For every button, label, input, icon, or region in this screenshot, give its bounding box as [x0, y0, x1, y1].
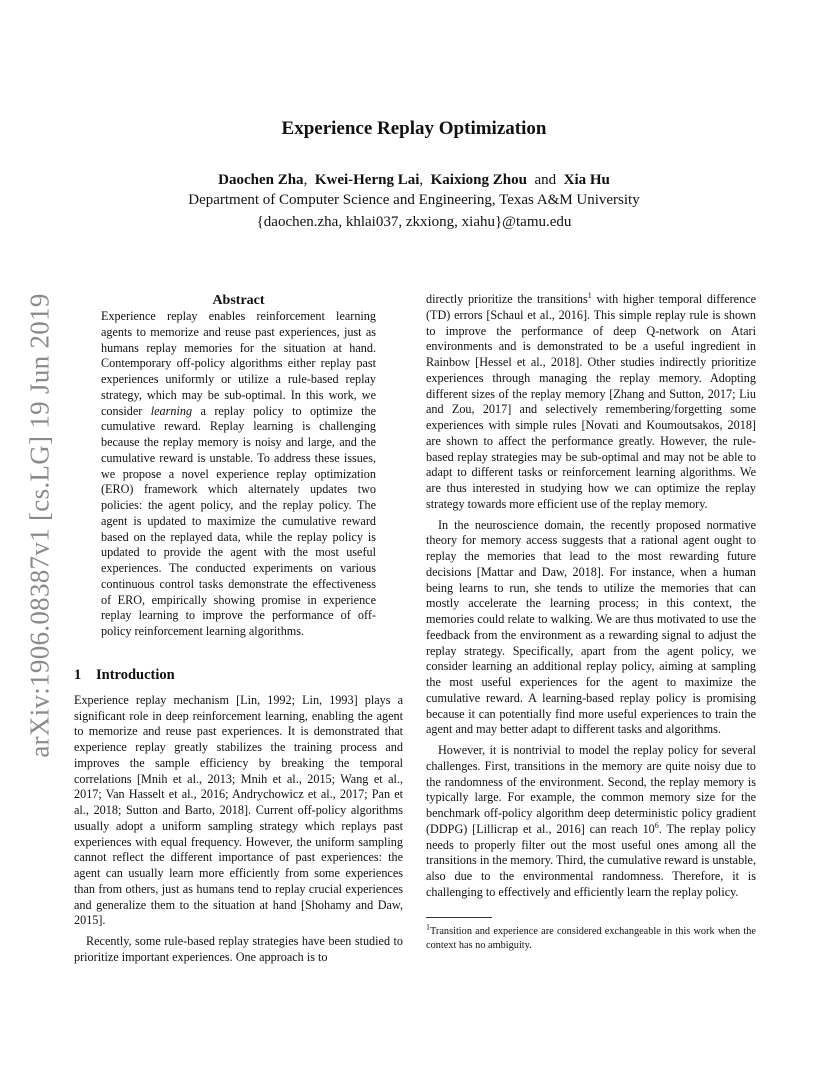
arxiv-stamp: [20, 290, 60, 760]
exponent: 6: [654, 820, 659, 830]
author-3: Kaixiong Zhou: [430, 172, 527, 188]
section-number: 1: [74, 666, 82, 683]
section-heading-introduction: [74, 667, 403, 684]
abstract-text: Experience replay enables reinforcement learning agents to memorize and reuse past experiences, just as humans replay memories for the situation at hand. Contemporary off-policy algorithms either replay past experiences uniformly or utilize a rule-based replay strategy, which may be sub-optimal. In this work, we consider learning a replay policy to optimize the cumulative reward. Replay learning is challenging because the replay memory is noisy and large, and the cumulative reward is unstable. To address these issues, we propose a novel experience replay optimization (ERO) framework which alternately updates two policies: the agent policy, and the replay policy. The agent is updated to maximize the cumulative reward based on the replayed data, while the replay policy is updated to provide the agent with the most useful experiences. The conducted experiments on various continuous control tasks demonstrate the effectiveness of ERO, empirically showing promise in experience replay learning to improve the performance of off-policy reinforcement learning algorithms.: [101, 309, 376, 638]
author-list: Daochen Zha, Kwei-Herng Lai, Kaixiong Zhou and Xia Hu: [218, 172, 610, 188]
left-column: [74, 292, 403, 966]
intro-paragraph-4: However, it is nontrivial to model the replay policy for several challenges. First, transitions in the memory are quite noisy due to the randomness of the environment. Second, the replay memory is typically large. For example, the common memory size for the benchmark off-policy algorithm deep deterministic policy gradient (DDPG) [Lillicrap et al., 2016] can reach $10^6$. The replay policy needs to properly filter out the most useful ones among all the transitions in the memory. Third, the cumulative reward is unstable, also due to the environmental randomness. Therefore, it is challenging to effectively and efficiently learn the replay policy.: [426, 743, 757, 899]
footnote-number: 1: [426, 922, 430, 932]
footnote: [426, 922, 756, 952]
author-2: Kwei-Herng Lai: [314, 172, 420, 188]
intro-paragraph-1: Experience replay mechanism [Lin, 1992; Lin, 1993] plays a significant role in deep reinforcement learning, enabling the agent to memorize and reuse past experiences. It is demonstrated that experience replay greatly stabilizes the training process and improves the sample efficiency by breaking the temporal correlations [Mnih et al., 2013; Mnih et al., 2015; Wang et al., 2017; Van Hasselt et al., 2016; Andrychowicz et al., 2017; Pan et al., 2018; Sutton and Barto, 2018]. Current off-policy algorithms usually adopt a uniform sampling strategy which replays past experiences with equal frequency. However, the uniform sampling cannot reflect the different importance of past experiences: the agent can usually learn more efficiently from some experiences than from others, just as humans tend to replay crucial experiences and generalize them to the situation at hand [Shohamy and Daw, 2015].: [74, 692, 403, 928]
footnote-text: Transition and experience are considered exchangeable in this work when the context has no ambiguity.: [426, 926, 756, 951]
footnote-marker: 1: [587, 290, 592, 300]
footnote-divider: [426, 917, 492, 918]
right-column: [426, 292, 756, 901]
author-emails: {daochen.zha, khlai037, zkxiong, xiahu}@tamu.edu: [256, 214, 572, 230]
author-1: Daochen Zha: [218, 172, 304, 188]
section-title: Introduction: [96, 666, 175, 683]
intro-paragraph-2-continued: directly prioritize the transitions$^1$ with higher temporal difference (TD) errors [Schaul et al., 2016]. This simple replay rule is shown to improve the performance of deep Q-network on Atari environments and is demonstrated to be a useful ingredient in Rainbow [Hessel et al., 2018]. Other studies indirectly prioritize experiences through managing the replay memory. Adopting different sizes of the replay memory [Zhang and Sutton, 2017; Liu and Zou, 2017] and selectively remembering/forgetting some experiences with simple rules [Novati and Koumoutsakos, 2018] are shown to affect the performance greatly. However, the rule-based replay strategies may be sub-optimal and may not be able to adapt to different tasks or reinforcement learning algorithms. We are thus interested in studying how we can optimize the replay strategy towards more efficient use of the replay memory.: [426, 290, 756, 511]
author-conjunction: and: [534, 172, 557, 188]
intro-paragraph-3: In the neuroscience domain, the recently proposed normative theory for memory access suggests that a rational agent ought to replay the memories that lead to the most rewarding future decisions [Mattar and Daw, 2018]. For instance, when a human being learns to run, she tends to utilize the memories that can mostly accelerate the learning process; in this context, the memories could relate to walking. We are thus motivated to use the feedback from the environment as a rewarding signal to adjust the replay strategy. Specifically, apart from the agent policy, we consider learning an additional replay policy, aiming at sampling the most useful experiences for the agent to maximize the cumulative reward. A learning-based replay policy is promising because it can potentially find more useful experiences to train the agent and may better adapt to different tasks and algorithms.: [426, 517, 756, 737]
abstract-heading: Abstract: [212, 293, 265, 308]
intro-paragraph-2: Recently, some rule-based replay strategies have been studied to prioritize important experiences. One approach is to: [74, 934, 403, 964]
paper-title: Experience Replay Optimization: [281, 118, 547, 139]
affiliation: Department of Computer Science and Engineering, Texas A&M University: [188, 192, 640, 208]
author-4: Xia Hu: [563, 172, 610, 188]
arxiv-identifier: arXiv:1906.08387v1 [cs.LG] 19 Jun 2019: [24, 292, 55, 758]
